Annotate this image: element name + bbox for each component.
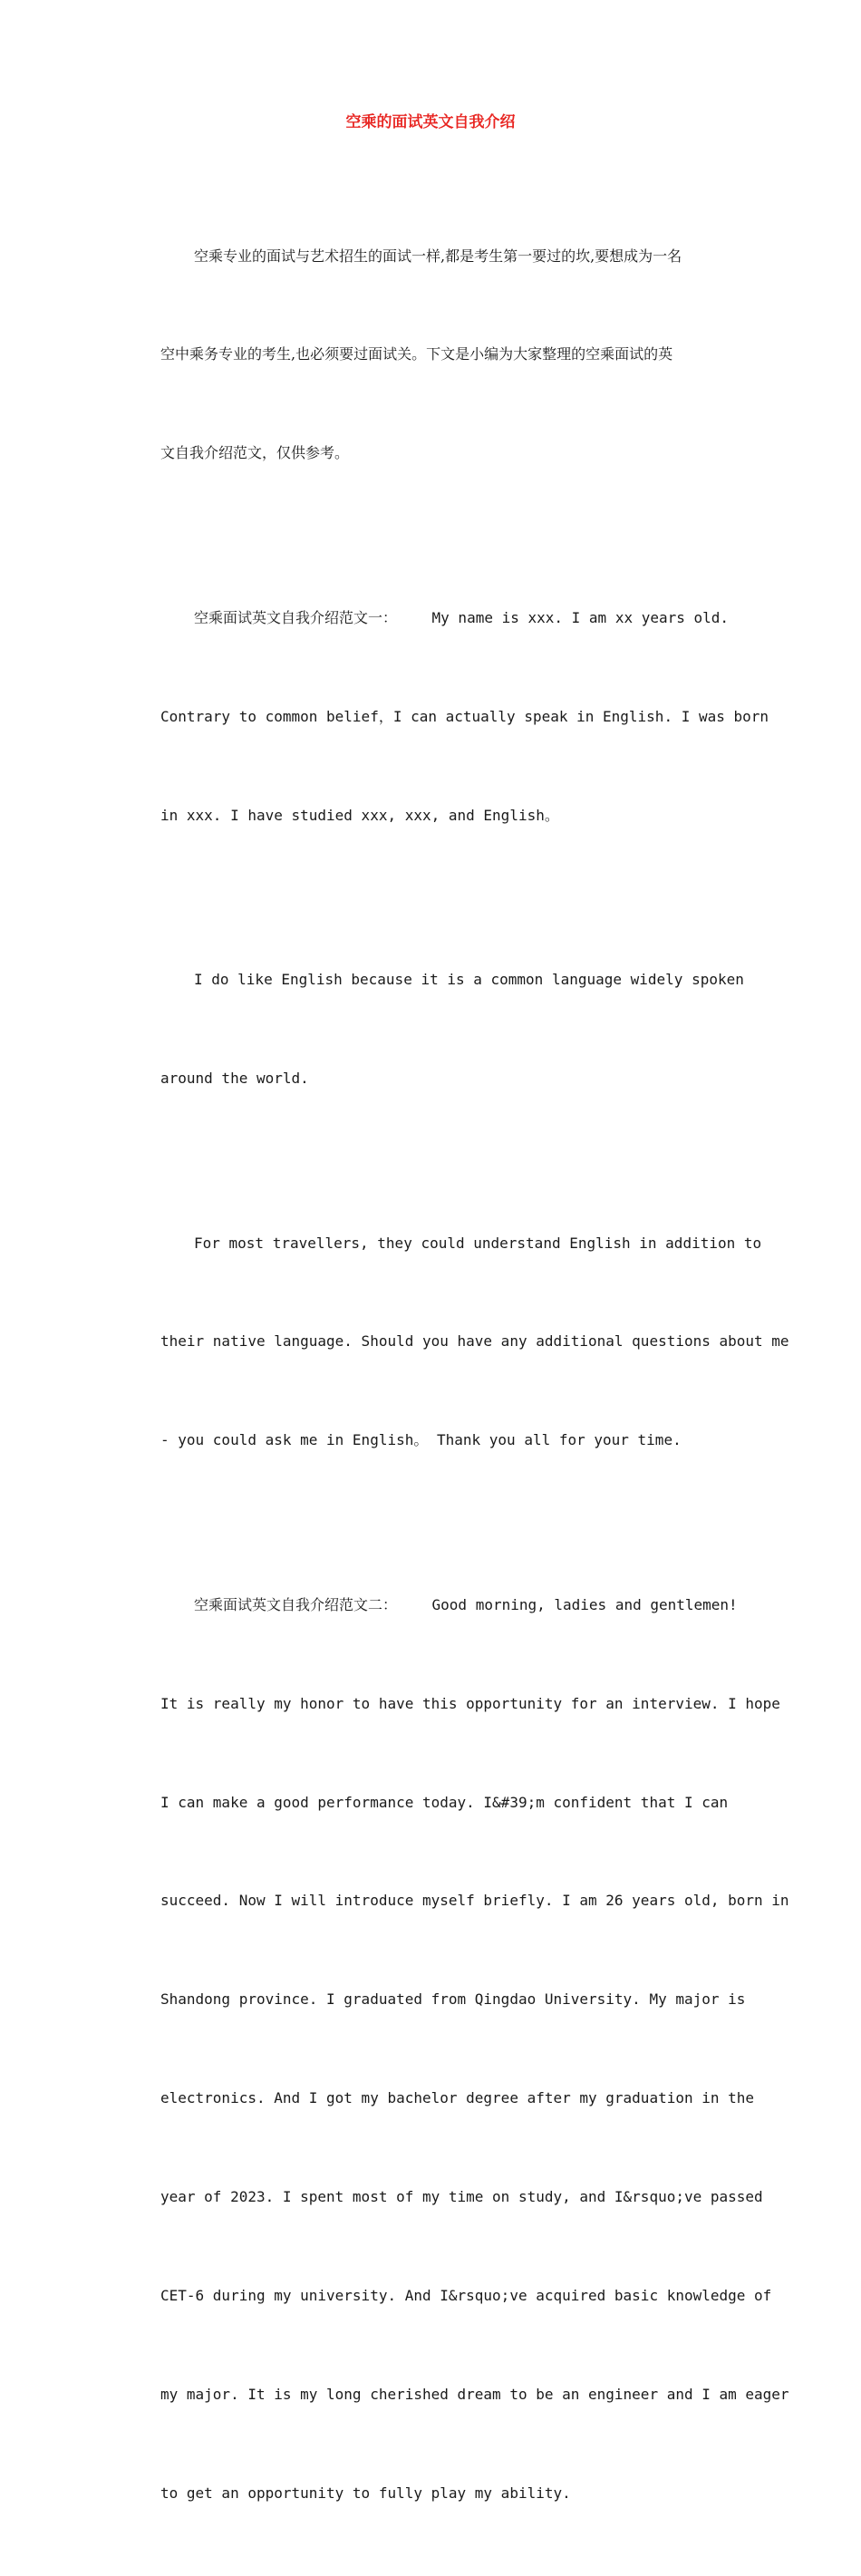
paragraph-sample-two [127,1523,789,2576]
text-line: I can make a good performance today. I&#39;m confident that I can [160,1793,729,1811]
document-body [127,174,789,2576]
text-line: It is really my honor to have this opportunity for an interview. I hope [160,1694,780,1712]
text-line: For most travellers, they could understand English in addition to [194,1234,762,1252]
text-line: 空乘面试英文自我介绍范文二： Good morning, ladies and gentlemen! [194,1595,738,1613]
text-line: to get an opportunity to fully play my ability. [160,2484,571,2502]
text-line: I do like English because it is a common language widely spoken [194,971,744,989]
text-line: - you could ask me in English。 Thank you all for your time. [160,1431,682,1449]
document-title: 空乘的面试英文自我介绍 [345,113,516,131]
text-line: around the world. [160,1070,309,1088]
text-line: Contrary to common belief，I can actually speak in English. I was born [160,707,769,725]
paragraph-english-reason [127,898,744,1161]
text-line: in xxx. I have studied xxx, xxx, and English。 [160,806,559,824]
text-line: CET-6 during my university. And I&rsquo;ve acquired basic knowledge of [160,2287,772,2304]
text-line: their native language. Should you have any additional questions about me [160,1332,789,1351]
text-line: electronics. And I got my bachelor degree after my graduation in the [160,2089,755,2107]
text-line: year of 2023. I spent most of my time on study, and I&rsquo;ve passed [160,2188,763,2206]
text-line: 空中乘务专业的考生,也必须要过面试关。下文是小编为大家整理的空乘面试的英 [160,345,673,363]
text-line: succeed. Now I will introduce myself briefly. I am 26 years old, born in [160,1892,789,1910]
text-line: my major. It is my long cherished dream to be an engineer and I am eager [160,2385,789,2403]
paragraph-travellers [127,1161,789,1523]
text-line: 空乘专业的面试与艺术招生的面试一样,都是考生第一要过的坎,要想成为一名 [194,247,682,265]
paragraph-sample-one [127,536,769,897]
text-line: Shandong province. I graduated from Qingdao University. My major is [160,1990,746,2009]
paragraph-intro [127,174,736,536]
text-line: 文自我介绍范文，仅供参考。 [160,444,350,462]
text-line: 空乘面试英文自我介绍范文一： My name is xxx. I am xx years old. [194,608,730,626]
